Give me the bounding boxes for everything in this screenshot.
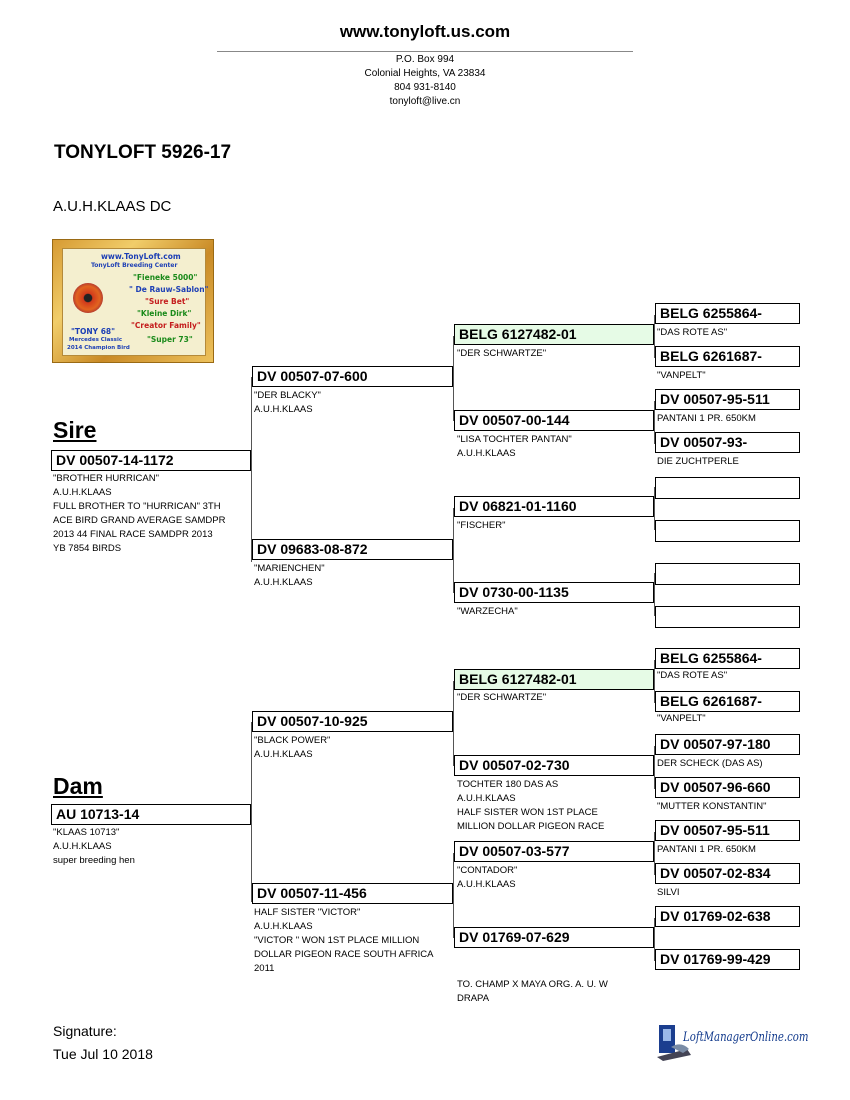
- address-line: Colonial Heights, VA 23834: [364, 68, 486, 79]
- dam-fm-note: MILLION DOLLAR PIGEON RACE: [457, 821, 605, 832]
- website-title: www.tonyloft.us.com: [339, 22, 511, 41]
- dam-mother-note: A.U.H.KLAAS: [254, 921, 313, 932]
- dam-mother-ring-box: DV 00507-11-456: [252, 883, 453, 904]
- photo-text: "Super 73": [147, 335, 193, 344]
- sire-note: YB 7854 BIRDS: [53, 543, 122, 554]
- sire-mm-note: "WARZECHA": [457, 606, 518, 617]
- dam-g4-ring-box: DV 00507-02-834: [655, 863, 800, 884]
- photo-text: "TONY 68": [71, 327, 116, 336]
- dam-mf-note: "CONTADOR": [457, 865, 518, 876]
- sire-note: "BROTHER HURRICAN": [53, 473, 159, 484]
- connector-line: [453, 336, 454, 421]
- sire-fm-ring-box: DV 00507-00-144: [454, 410, 654, 431]
- sire-g4-empty-box: [655, 563, 800, 585]
- dam-g4-ring-box: BELG 6261687-: [655, 691, 800, 712]
- sire-g4-ring-box: DV 00507-95-511: [655, 389, 800, 410]
- dam-g4-ring-box: BELG 6255864-: [655, 648, 800, 669]
- bird-ring-title: TONYLOFT 5926-17: [54, 142, 232, 163]
- dam-father-ring-box: DV 00507-10-925: [252, 711, 453, 732]
- sire-ff-note: "DER SCHWARTZE": [457, 348, 547, 359]
- dam-ff-note: "DER SCHWARTZE": [457, 692, 547, 703]
- photo-text: 2014 Champion Bird: [67, 345, 130, 351]
- sire-mother-note: "MARIENCHEN": [254, 563, 325, 574]
- sire-g4-empty-box: [655, 520, 800, 542]
- phone-line: 804 931-8140: [394, 82, 456, 93]
- dam-ff-ring-box: BELG 6127482-01: [454, 669, 654, 690]
- sire-mm-ring-box: DV 0730-00-1135: [454, 582, 654, 603]
- sire-note: 2013 44 FINAL RACE SAMDPR 2013: [53, 529, 213, 540]
- address-line: P.O. Box 994: [395, 54, 455, 65]
- dam-mother-note: "VICTOR " WON 1ST PLACE MILLION: [254, 935, 420, 946]
- sire-g4-note: "DAS ROTE AS": [657, 327, 728, 338]
- dam-g4-note: PANTANI 1 PR. 650KM: [657, 844, 756, 855]
- photo-text: www.TonyLoft.com: [101, 252, 181, 261]
- dam-mother-note: HALF SISTER "VICTOR": [254, 907, 361, 918]
- dam-g4-note: "MUTTER KONSTANTIN": [657, 801, 767, 812]
- sire-note: FULL BROTHER TO "HURRICAN" 3TH: [53, 501, 221, 512]
- photo-text: Mercedes Classic: [69, 337, 123, 343]
- photo-text: "Kleine Dirk": [137, 309, 192, 318]
- sire-g4-note: DIE ZUCHTPERLE: [657, 456, 739, 467]
- bird-photo: [52, 239, 214, 363]
- dam-fm-note: A.U.H.KLAAS: [457, 793, 516, 804]
- logo-text: LoftManagerOnline.com: [683, 1030, 809, 1045]
- sire-fm-note: A.U.H.KLAAS: [457, 448, 516, 459]
- dam-mf-note: A.U.H.KLAAS: [457, 879, 516, 890]
- dam-g4-note: DER SCHECK (DAS AS): [657, 758, 763, 769]
- dam-father-note: "BLACK POWER": [254, 735, 331, 746]
- dam-g4-ring-box: DV 00507-97-180: [655, 734, 800, 755]
- sire-mf-ring-box: DV 06821-01-1160: [454, 496, 654, 517]
- sire-mf-note: "FISCHER": [457, 520, 506, 531]
- sire-note: A.U.H.KLAAS: [53, 487, 112, 498]
- email-line: tonyloft@live.cn: [389, 96, 461, 107]
- sire-mother-note: A.U.H.KLAAS: [254, 577, 313, 588]
- dam-heading: Dam: [53, 773, 103, 799]
- photo-text: "Sure Bet": [145, 297, 190, 306]
- dam-note: "KLAAS 10713": [53, 827, 120, 838]
- dam-g4-ring-box: DV 00507-95-511: [655, 820, 800, 841]
- signature-label: Signature:: [53, 1023, 117, 1039]
- dam-note: A.U.H.KLAAS: [53, 841, 112, 852]
- dam-ring-box: AU 10713-14: [51, 804, 251, 825]
- sire-father-ring-box: DV 00507-07-600: [252, 366, 453, 387]
- dam-fm-note: HALF SISTER WON 1ST PLACE: [457, 807, 598, 818]
- connector-line: [453, 508, 454, 593]
- connector-line: [453, 681, 454, 766]
- sire-g4-note: "VANPELT": [657, 370, 706, 381]
- dam-mf-ring-box: DV 00507-03-577: [454, 841, 654, 862]
- dam-fm-ring-box: DV 00507-02-730: [454, 755, 654, 776]
- sire-g4-note: PANTANI 1 PR. 650KM: [657, 413, 756, 424]
- dam-mm-ring-box: DV 01769-07-629: [454, 927, 654, 948]
- sire-ff-ring-box: BELG 6127482-01: [454, 324, 654, 345]
- loft-manager-logo: [657, 1021, 809, 1061]
- bird-strain: A.U.H.KLAAS DC: [53, 198, 172, 215]
- dam-g4-note: "DAS ROTE AS": [657, 670, 728, 681]
- dam-father-note: A.U.H.KLAAS: [254, 749, 313, 760]
- connector-line: [251, 722, 252, 902]
- dam-g4-ring-box: DV 01769-02-638: [655, 906, 800, 927]
- dam-mm-note: DRAPA: [457, 993, 490, 1004]
- connector-line: [251, 377, 252, 562]
- dam-fm-note: TOCHTER 180 DAS AS: [457, 779, 559, 790]
- pigeon-eye-image: [73, 283, 103, 313]
- photo-card: [62, 248, 209, 356]
- connector-line: [453, 853, 454, 938]
- sire-ring-box: DV 00507-14-1172: [51, 450, 251, 471]
- sire-g4-ring-box: BELG 6255864-: [655, 303, 800, 324]
- sire-mother-ring-box: DV 09683-08-872: [252, 539, 453, 560]
- sire-g4-ring-box: DV 00507-93-: [655, 432, 800, 453]
- sire-g4-empty-box: [655, 477, 800, 499]
- dam-g4-note: "VANPELT": [657, 713, 706, 724]
- dam-g4-ring-box: DV 01769-99-429: [655, 949, 800, 970]
- sire-g4-empty-box: [655, 606, 800, 628]
- photo-text: " De Rauw-Sablon": [129, 285, 209, 294]
- dam-g4-ring-box: DV 00507-96-660: [655, 777, 800, 798]
- print-date: Tue Jul 10 2018: [53, 1046, 153, 1062]
- photo-text: TonyLoft Breeding Center: [91, 262, 178, 269]
- sire-heading: Sire: [53, 417, 97, 443]
- dam-mm-note: TO. CHAMP X MAYA ORG. A. U. W: [457, 979, 608, 990]
- dam-g4-note: SILVI: [657, 887, 680, 898]
- sire-father-note: A.U.H.KLAAS: [254, 404, 313, 415]
- sire-fm-note: "LISA TOCHTER PANTAN": [457, 434, 572, 445]
- sire-father-note: "DER BLACKY": [254, 390, 321, 401]
- photo-text: "Creator Family": [131, 321, 201, 330]
- dam-mother-note: 2011: [254, 963, 275, 974]
- sire-note: ACE BIRD GRAND AVERAGE SAMDPR: [53, 515, 226, 526]
- dam-note: super breeding hen: [53, 855, 135, 866]
- sire-g4-ring-box: BELG 6261687-: [655, 346, 800, 367]
- header-divider: [217, 51, 633, 52]
- photo-text: "Fieneke 5000": [133, 273, 198, 282]
- dam-mother-note: DOLLAR PIGEON RACE SOUTH AFRICA: [254, 949, 434, 960]
